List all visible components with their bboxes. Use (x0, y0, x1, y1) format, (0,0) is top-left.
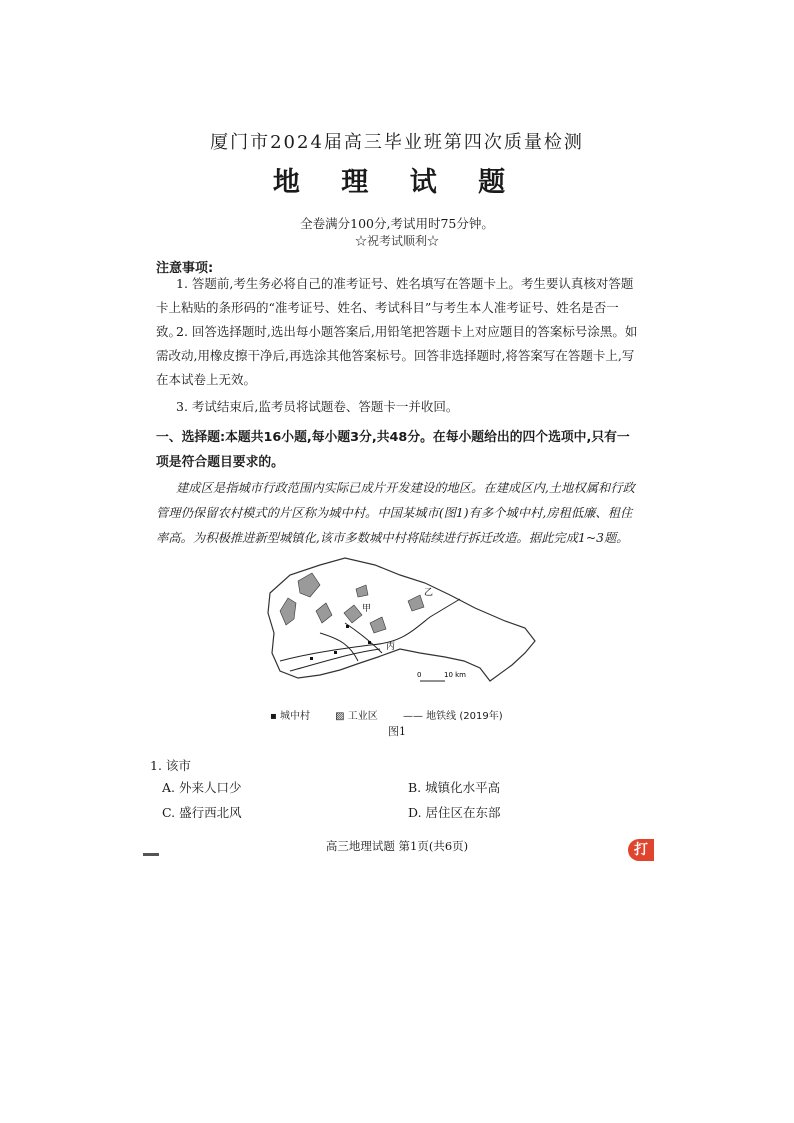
city-map (250, 553, 540, 703)
map-legend (270, 707, 525, 722)
page-mark (143, 853, 159, 856)
legend-metro: —— 地铁线 (2019年) (402, 711, 503, 722)
scale-zero: 0 (417, 671, 422, 679)
map-label-yi: 乙 (424, 588, 434, 598)
urban-village (334, 651, 337, 654)
notice-item-3: 3. 考试结束后,监考员将试题卷、答题卡一并收回。 (176, 399, 459, 414)
notice-item-2: 2. 回答选择题时,选出每小题答案后,用铅笔把答题卡上对应题目的答案标号涂黑。如需改动,用橡皮擦干净后,再选涂其他答案标号。回答非选择题时,将答案写在答题卡上,写在本试卷上无效。 (156, 324, 638, 387)
question-stem: 1. 该市 (150, 758, 191, 773)
exam-meta: 全卷满分100分,考试用时75分钟。 (300, 216, 494, 231)
industry-zone (344, 605, 362, 623)
option-d: D. 居住区在东部 (408, 805, 501, 820)
urban-village (346, 625, 349, 628)
scale-km: 10 km (444, 671, 467, 679)
industry-zone (356, 585, 368, 597)
map-label-bing: 丙 (386, 642, 396, 652)
print-stamp: 打 (628, 839, 654, 861)
notice-title: 注意事项: (156, 261, 214, 276)
question-lead: 建成区是指城市行政范围内实际已成片开发建设的地区。在建成区内,土地权属和行政管理仍保留农村模式的片区称为城中村。中国某城市(图1)有多个城中村,房租低廉、租住率高。为积极推进新型城镇化,该市多数城中村将陆续进行拆迁改造。据此完成1~3题。 (156, 481, 635, 545)
industry-zone (370, 617, 386, 633)
option-a: A. 外来人口少 (162, 780, 242, 795)
industry-zone (408, 595, 424, 611)
notice-item-1: 1. 答题前,考生务必将自己的准考证号、姓名填写在答题卡上。考生要认真核对答题卡上粘贴的条形码的“准考证号、姓名、考试科目”与考生本人准考证号、姓名是否一致。 (156, 276, 634, 339)
section-heading: 一、选择题:本题共16小题,每小题3分,共48分。在每小题给出的四个选项中,只有一项是符合题目要求的。 (156, 430, 630, 470)
exam-title: 厦门市2024届高三毕业班第四次质量检测 (210, 132, 584, 153)
option-b: B. 城镇化水平高 (408, 780, 501, 795)
figure-caption: 图1 (388, 725, 406, 738)
page-footer: 高三地理试题 第1页(共6页) (325, 839, 469, 853)
urban-village (368, 641, 371, 644)
legend-village: ▪ 城中村 (270, 711, 310, 722)
industry-zone (316, 603, 332, 623)
industry-zone (280, 598, 296, 625)
urban-village (310, 657, 313, 660)
legend-industry: ▨ 工业区 (335, 711, 378, 722)
industry-zone (298, 573, 320, 597)
option-c: C. 盛行西北风 (162, 805, 242, 820)
subject-title: 地 理 试 题 (272, 167, 522, 198)
good-luck-line: ☆祝考试顺利☆ (354, 234, 439, 248)
map-label-jia: 甲 (362, 604, 372, 614)
